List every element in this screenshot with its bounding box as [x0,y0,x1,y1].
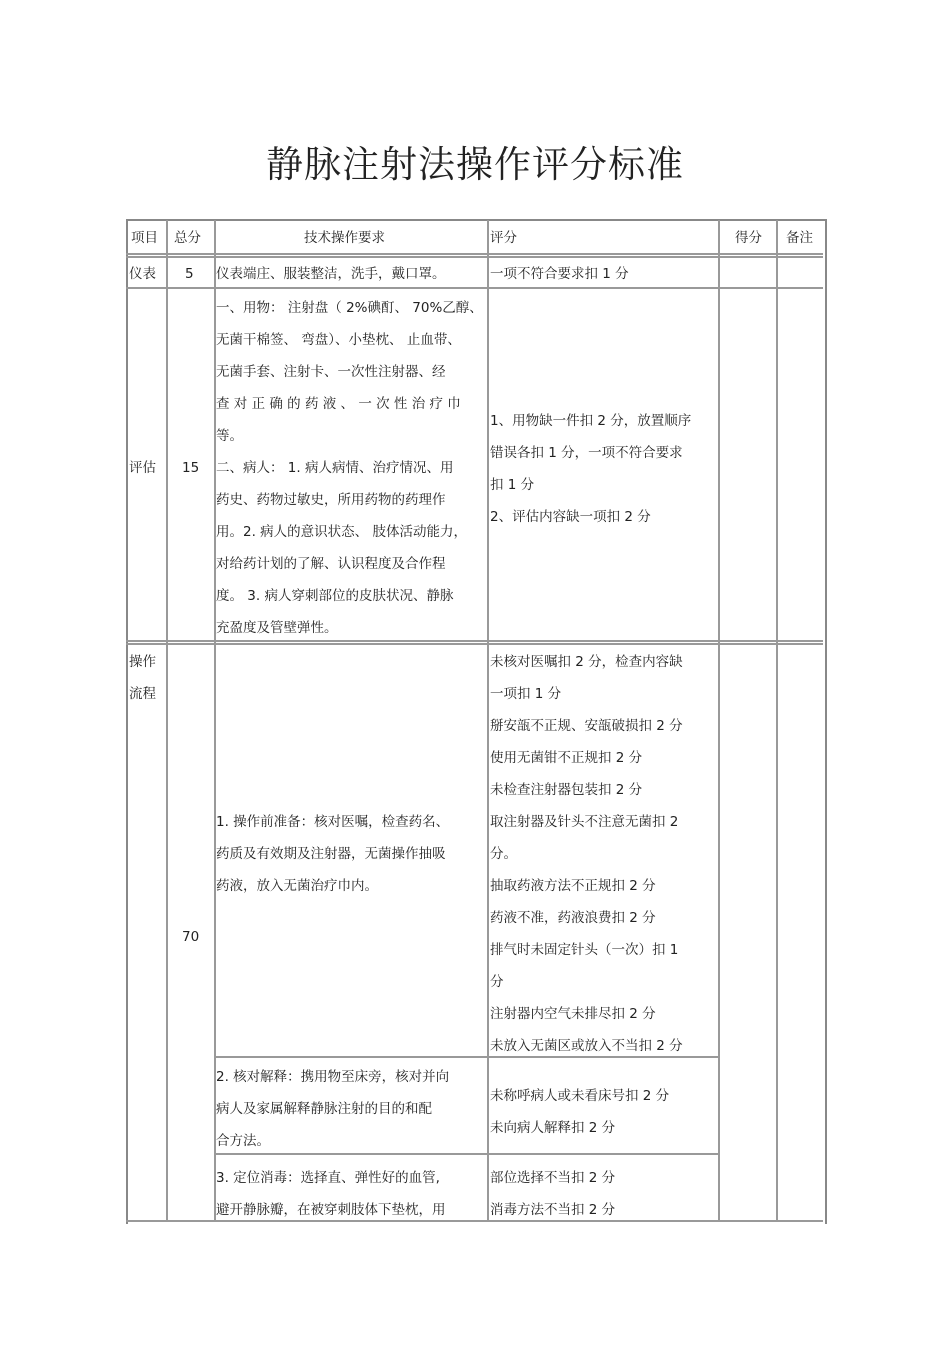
procedure-total: 70 [182,929,200,945]
text-line: 使用无菌钳不正规扣 2 分 [490,750,643,766]
text-line: 未放入无菌区或放入不当扣 2 分 [490,1038,683,1054]
text-line: 分。 [490,846,517,862]
step2-requirement [216,1061,449,1157]
header-requirement: 技术操作要求 [304,230,385,246]
text-line: 未核对医嘱扣 2 分，检查内容缺 [490,654,683,670]
text-line: 抽取药液方法不正规扣 2 分 [490,878,656,894]
assessment-scoring [490,405,691,533]
text-line: 流程 [129,686,156,702]
text-line: 分 [490,974,504,990]
text-line: 3. 定位消毒：选择直、弹性好的血管, [216,1170,440,1186]
text-line: 药液不准，药液浪费扣 2 分 [490,910,656,926]
header-score: 得分 [735,230,762,246]
text-line: 药质及有效期及注射器，无菌操作抽吸 [216,846,446,862]
text-line: 未称呼病人或未看床号扣 2 分 [490,1088,670,1104]
text-line: 用。2. 病人的意识状态、 肢体活动能力， [216,524,467,540]
appearance-requirement: 仪表端庄、服装整洁，洗手，戴口罩。 [216,266,446,282]
text-line: 充盈度及管壁弹性。 [216,620,338,636]
header-scoring: 评分 [490,230,517,246]
text-line: 对给药计划的了解、认识程度及合作程 [216,556,446,572]
text-line: 部位选择不当扣 2 分 [490,1170,616,1186]
header-remark: 备注 [786,230,813,246]
text-line: 1、用物缺一件扣 2 分，放置顺序 [490,413,692,429]
text-line: 注射器内空气未排尽扣 2 分 [490,1006,656,1022]
text-line: 一项扣 1 分 [490,686,562,702]
col-divider [166,220,168,1221]
header-total: 总分 [174,230,201,246]
text-line: 一、用物： 注射盘（ 2%碘酊、 70%乙醇、 [216,300,483,316]
appearance-total: 5 [185,266,194,282]
page-title: 静脉注射法操作评分标准 [266,143,684,186]
step1-requirement [216,806,449,902]
text-line: 无菌干棉签、 弯盘）、小垫枕、 止血带、 [216,332,461,348]
text-line: 查 对 正 确 的 药 液 、 一 次 性 治 疗 巾 [216,396,461,412]
text-line: 操作 [129,654,156,670]
col-divider [776,220,778,1221]
text-line: 无菌手套、注射卡、一次性注射器、经 [216,364,446,380]
text-line: 2. 核对解释：携用物至床旁，核对并向 [216,1069,450,1085]
text-line: 取注射器及针头不注意无菌扣 2 [490,814,679,830]
assessment-requirement [216,292,483,644]
text-line: 1. 操作前准备：核对医嘱，检查药名、 [216,814,450,830]
text-line: 病人及家属解释静脉注射的目的和配 [216,1101,432,1117]
appearance-item: 仪表 [129,266,156,282]
text-line: 掰安瓿不正规、安瓿破损扣 2 分 [490,718,683,734]
text-line: 药液，放入无菌治疗巾内。 [216,878,378,894]
assessment-total: 15 [182,460,200,476]
col-divider [487,220,489,1221]
step3-scoring [490,1162,615,1226]
text-line: 避开静脉瓣，在被穿刺肢体下垫枕，用 [216,1202,446,1218]
step2-scoring [490,1080,669,1144]
text-line: 合方法。 [216,1133,270,1149]
header-item: 项目 [131,230,158,246]
appearance-scoring: 一项不符合要求扣 1 分 [490,266,629,282]
assessment-item: 评估 [129,460,156,476]
text-line: 排气时未固定针头（一次）扣 1 [490,942,679,958]
text-line: 度。 3. 病人穿刺部位的皮肤状况、静脉 [216,588,454,604]
text-line: 未检查注射器包装扣 2 分 [490,782,643,798]
step1-scoring [490,646,683,1062]
text-line: 消毒方法不当扣 2 分 [490,1202,616,1218]
text-line: 药史、药物过敏史，所用药物的药理作 [216,492,446,508]
text-line: 二、病人： 1. 病人病情、治疗情况、用 [216,460,454,476]
text-line: 错误各扣 1 分，一项不符合要求 [490,445,683,461]
text-line: 未向病人解释扣 2 分 [490,1120,616,1136]
text-line: 扣 1 分 [490,477,535,493]
col-divider [718,220,720,1221]
step3-requirement [216,1162,446,1226]
text-line: 等。 [216,428,243,444]
procedure-item [129,646,156,710]
text-line: 2、评估内容缺一项扣 2 分 [490,509,651,525]
